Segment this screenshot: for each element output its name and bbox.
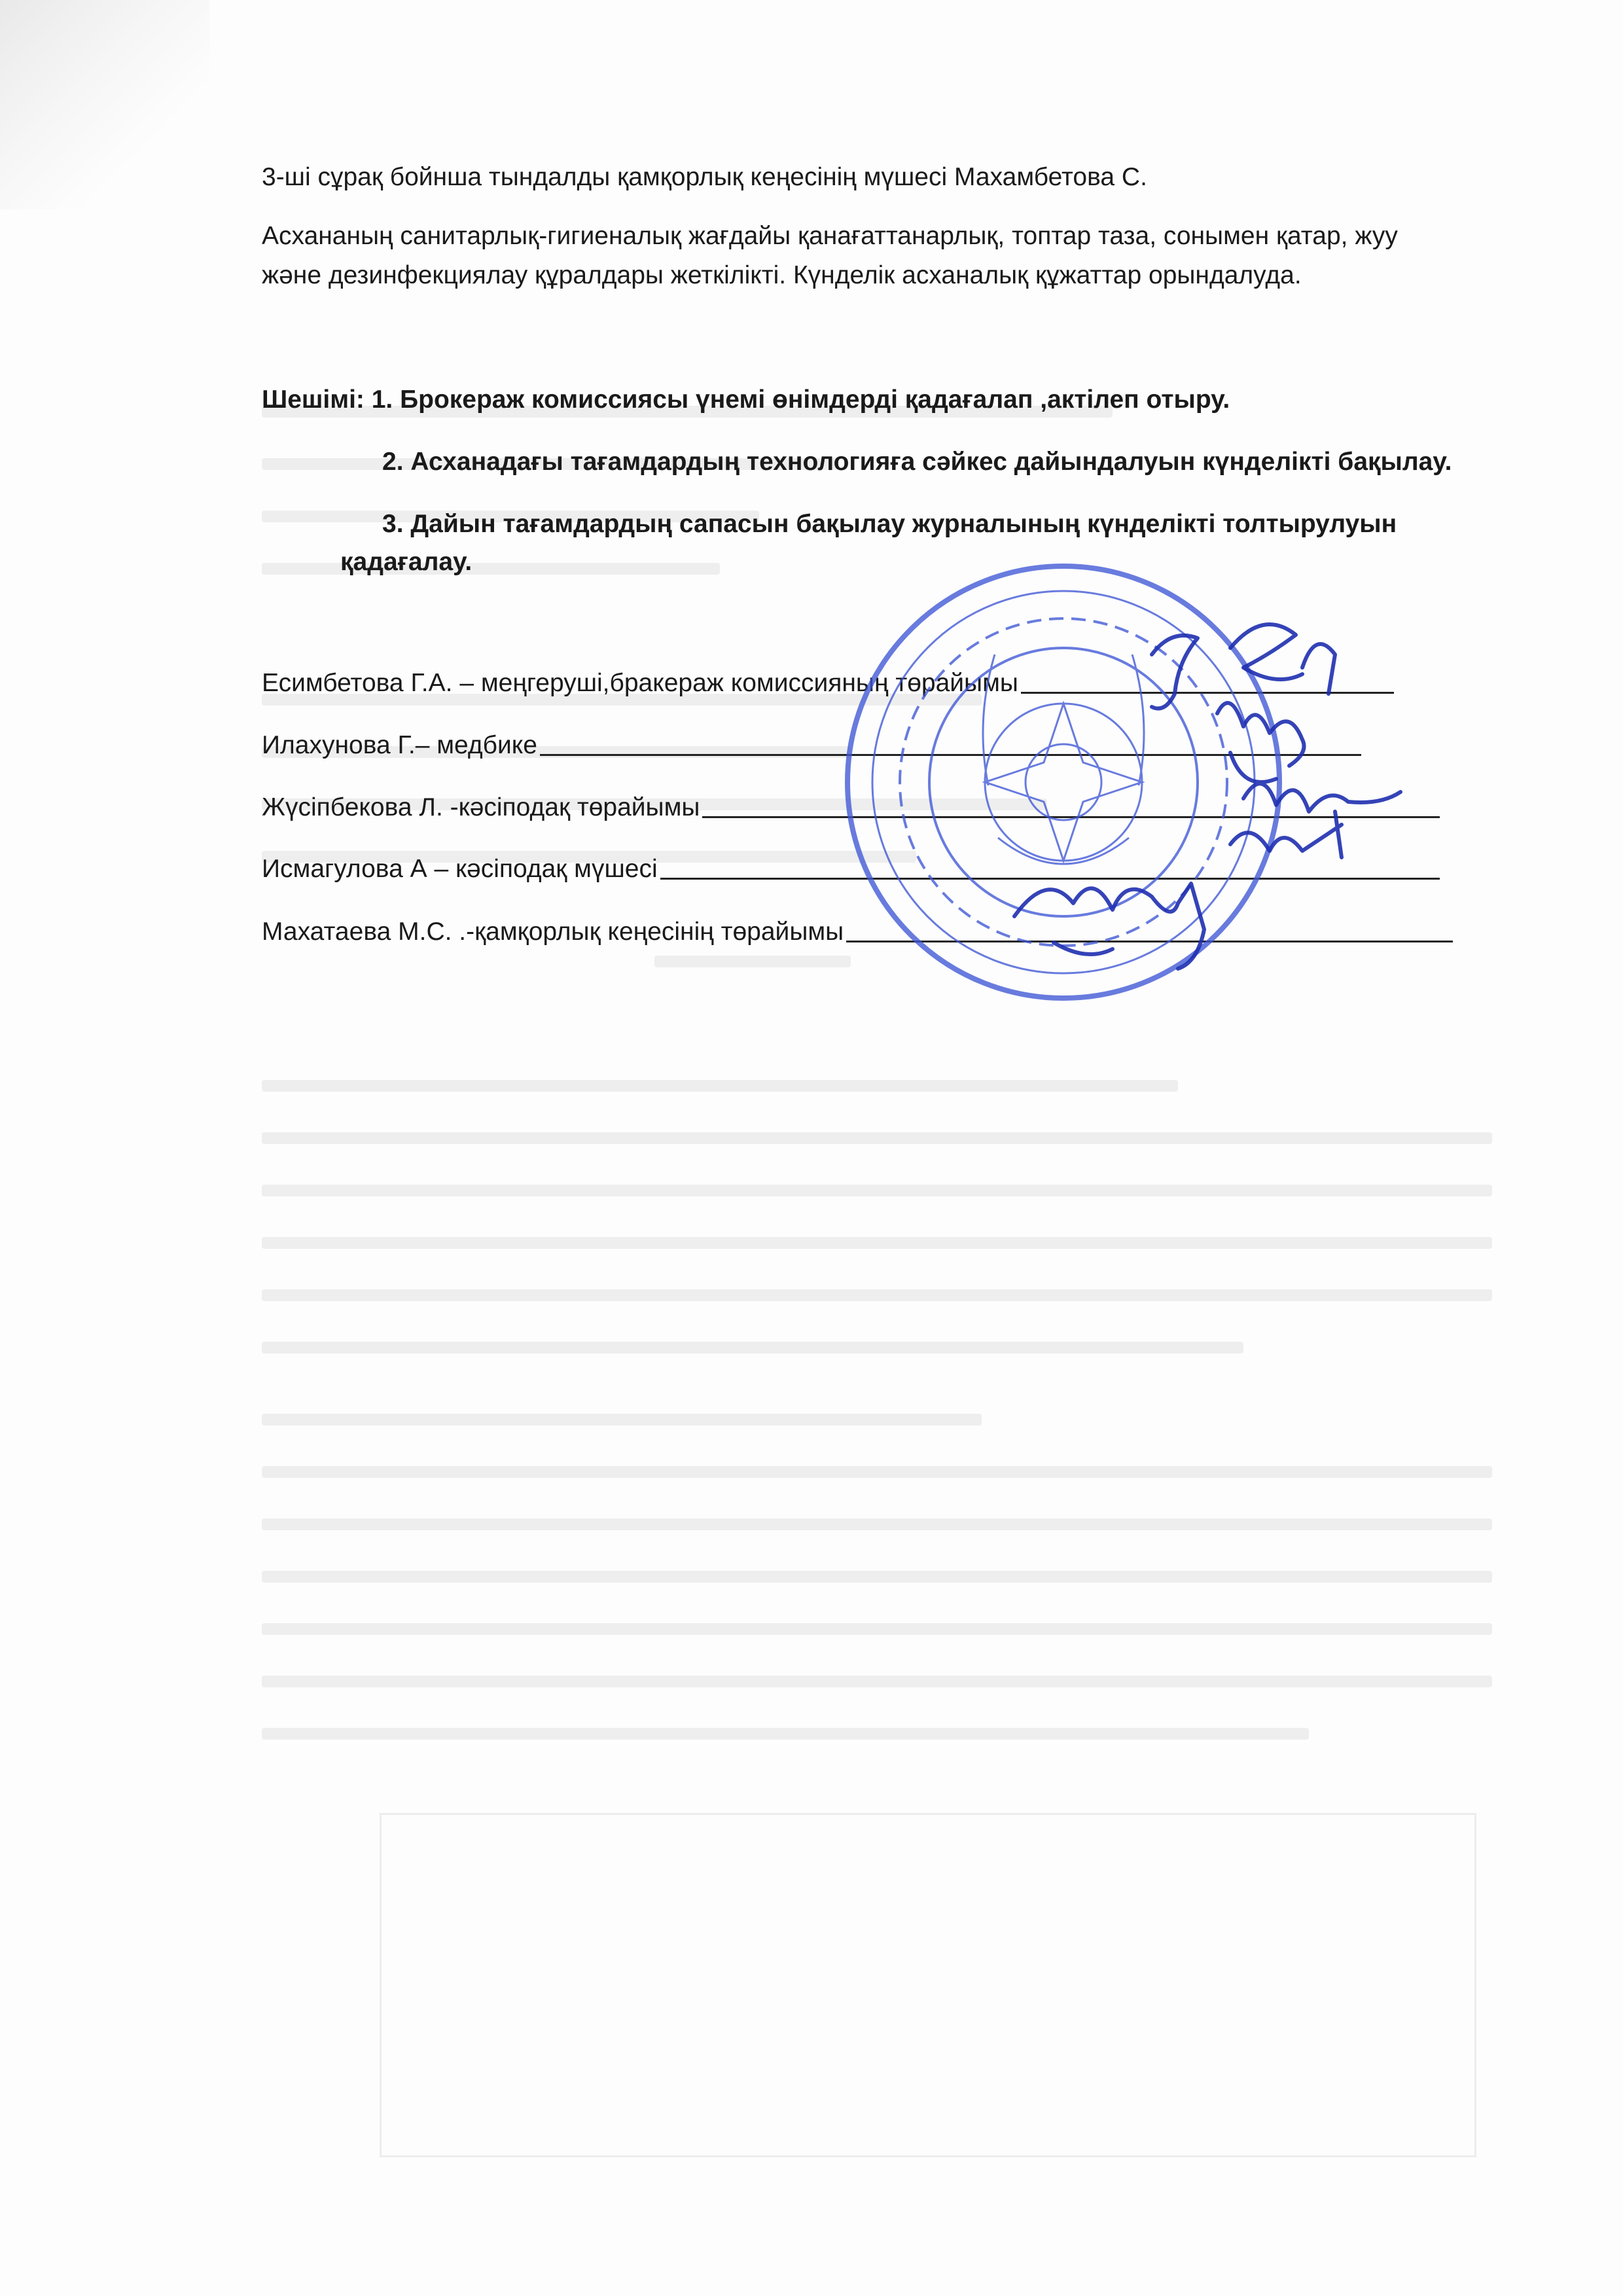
signatory-label: Махатаева М.С. .-қамқорлық кеңесінің төрайымы bbox=[262, 918, 844, 946]
signatory-label: Жүсіпбекова Л. -кәсіподақ төрайымы bbox=[262, 793, 700, 822]
section-3-heading: 3-ші сұрақ бойнша тындалды қамқорлық кеңесінің мүшесі Махамбетова С. bbox=[262, 163, 1147, 191]
signatory-label: Есимбетова Г.А. – меңгеруші,бракераж комиссияның төрайымы bbox=[262, 669, 1018, 698]
section-3-body-line-1: Асхананың санитарлық-гигиеналық жағдайы қанағаттанарлық, топтар таза, сонымен қатар, жуу bbox=[262, 222, 1398, 250]
decision-item-3-line-2: қадағалау. bbox=[340, 548, 473, 576]
signatory-label: Илахунова Г.– медбике bbox=[262, 731, 537, 760]
signatory-label: Исмагулова А – кәсіподақ мүшесі bbox=[262, 855, 658, 884]
section-3-body-line-2: және дезинфекциялау құралдары жеткілікті. Күнделік асханалық құжаттар орындалуда. bbox=[262, 261, 1302, 289]
decision-item-3-line-1: 3. Дайын тағамдардың сапасын бақылау журналының күнделікті толтырулуын bbox=[382, 510, 1397, 538]
decision-item-2: 2. Асханадағы тағамдардың технологияға сәйкес дайындалуын күнделікті бақылау. bbox=[382, 448, 1452, 476]
decision-item-1: Шешімі: 1. Брокераж комиссиясы үнемі өнімдерді қадағалап ,актілеп отыру. bbox=[262, 386, 1230, 414]
